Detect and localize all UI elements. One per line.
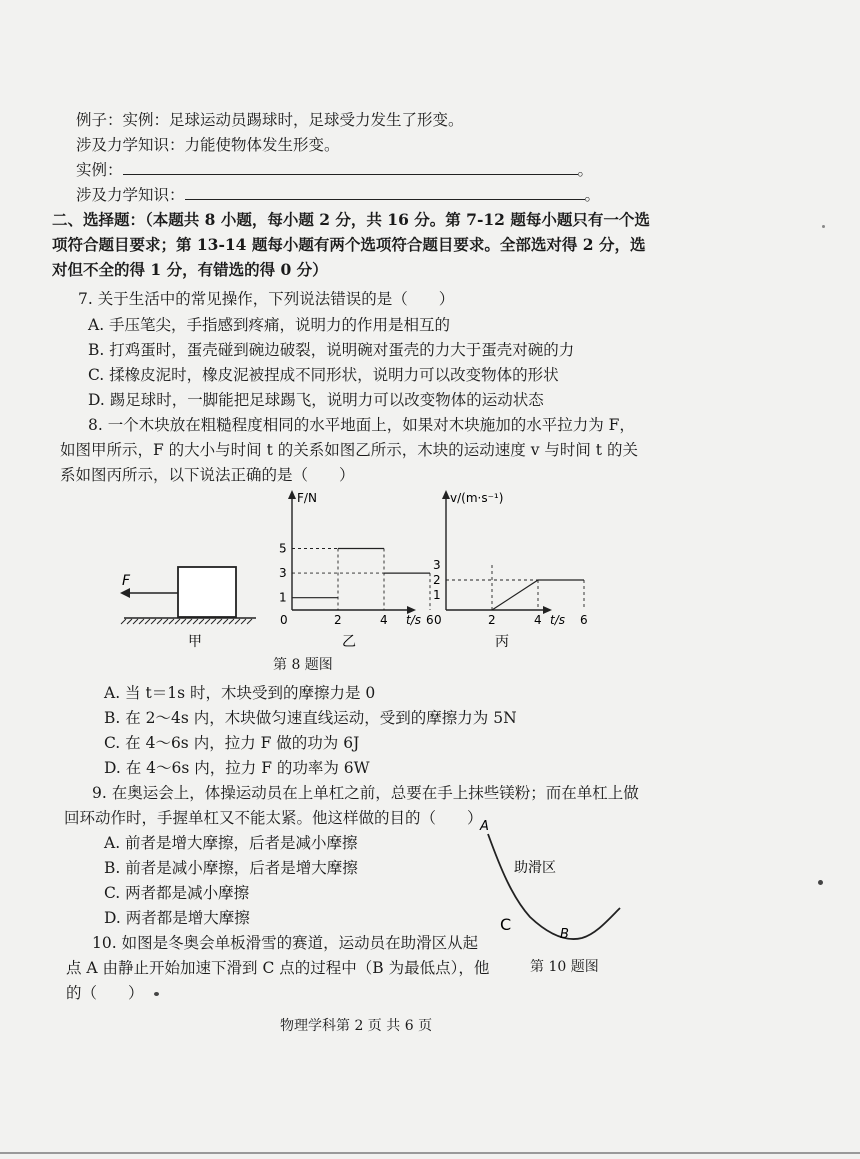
fill-in-example	[76, 160, 593, 180]
q10-stem-line-2: 点 A 由静止开始加速下滑到 C 点的过程中（B 为最低点），他	[66, 959, 490, 977]
point-a-label: A	[480, 819, 489, 834]
ground-hatch-mark	[145, 619, 150, 624]
q8-stem-line-2: 如图甲所示，F 的大小与时间 t 的关系如图乙所示，木块的运动速度 v 与时间 t 的关	[60, 441, 638, 459]
q9-option-c[interactable]: C. 两者都是减小摩擦	[104, 884, 250, 902]
bing-xtick-label: 2	[488, 613, 496, 627]
bing-ytick-label: 3	[433, 558, 441, 572]
bing-x-label: t/s	[550, 613, 565, 627]
ground-hatch-mark	[235, 619, 240, 624]
q7-stem: 7. 关于生活中的常见操作，下列说法错误的是（ ）	[78, 290, 455, 308]
ground-hatch-mark	[181, 619, 186, 624]
ground-hatch-mark	[229, 619, 234, 624]
bing-label: 丙	[495, 634, 509, 650]
yi-xtick-label: 2	[334, 613, 342, 627]
q10-stem-line-3: 的（ ）	[66, 984, 144, 1002]
bing-ytick-label: 2	[433, 573, 441, 587]
section-header-line-2: 项符合题目要求；第 13-14 题每小题有两个选项符合题目要求。全部选对得 2 分，选	[52, 235, 646, 254]
ground-hatch-mark	[223, 619, 228, 624]
scan-edge	[0, 1152, 860, 1154]
q9-option-a[interactable]: A. 前者是增大摩擦，后者是减小摩擦	[104, 834, 358, 852]
yi-y-label: F/N	[297, 491, 317, 505]
yi-ytick-label: 3	[279, 566, 287, 581]
ground-hatch-mark	[205, 619, 210, 624]
q8-figure-bing	[433, 490, 588, 650]
q8-stem-line-1: 8. 一个木块放在粗糙程度相同的水平地面上，如果对木块施加的水平拉力为 F，	[88, 416, 635, 434]
q8-figure	[110, 482, 588, 662]
wood-block	[178, 567, 236, 617]
end-mark: 。	[577, 161, 594, 179]
ground-hatch	[121, 619, 252, 624]
yi-xtick-label: 4	[380, 613, 388, 627]
yi-ytick-label: 5	[279, 541, 287, 556]
fill-label-example: 实例：	[76, 161, 123, 179]
ground-hatch-mark	[175, 619, 180, 624]
q9-stem-line-1: 9. 在奥运会上，体操运动员在上单杠之前，总要在手上抹些镁粉；而在单杠上做	[92, 784, 639, 802]
q7-option-b[interactable]: B. 打鸡蛋时，蛋壳碰到碗边破裂，说明碗对蛋壳的力大于蛋壳对碗的力	[88, 341, 575, 359]
force-arrowhead	[120, 588, 130, 598]
ground-hatch-mark	[157, 619, 162, 624]
q8-figure-yi	[279, 490, 434, 650]
bing-y-arrow	[442, 490, 450, 499]
ground-hatch-mark	[217, 619, 222, 624]
q9-option-b[interactable]: B. 前者是减小摩擦，后者是增大摩擦	[104, 859, 358, 877]
point-b-label: B	[560, 927, 569, 942]
bing-xtick-label: 6	[580, 613, 588, 627]
scan-speck	[818, 880, 823, 885]
point-c-label: C	[500, 915, 512, 934]
q8-option-c[interactable]: C. 在 4～6s 内，拉力 F 做的功为 6J	[104, 734, 360, 752]
bing-curve	[446, 565, 584, 610]
bing-y-label: v/(m·s⁻¹)	[450, 491, 504, 505]
yi-x-label: t/s	[406, 613, 421, 627]
q8-option-a[interactable]: A. 当 t＝1s 时，木块受到的摩擦力是 0	[104, 684, 376, 702]
yi-xtick-label: 0	[280, 613, 288, 627]
yi-y-arrow	[288, 490, 296, 499]
ground-hatch-mark	[211, 619, 216, 624]
q8-stem-line-3: 系如图丙所示，以下说法正确的是（ ）	[60, 466, 355, 484]
ground-hatch-mark	[193, 619, 198, 624]
ground-hatch-mark	[163, 619, 168, 624]
q9-stem-line-2: 回环动作时，手握单杠又不能太紧。他这样做的目的（ ）	[64, 809, 483, 827]
fill-in-knowledge	[76, 185, 600, 205]
bing-ytick-label: 1	[433, 588, 441, 602]
answer-blank-knowledge[interactable]	[185, 185, 585, 200]
page-footer: 物理学科第 2 页 共 6 页	[280, 1018, 433, 1034]
q9-option-d[interactable]: D. 两者都是增大摩擦	[104, 909, 250, 927]
jia-label: 甲	[188, 634, 202, 650]
ground-hatch-mark	[241, 619, 246, 624]
example-line-2: 涉及力学知识：力能使物体发生形变。	[76, 136, 340, 154]
ground-hatch-mark	[127, 619, 132, 624]
scan-speck	[154, 992, 159, 996]
q10-stem-line-1: 10. 如图是冬奥会单板滑雪的赛道，运动员在助滑区从起	[92, 934, 479, 952]
q8-figure-jia	[120, 567, 256, 650]
ground-hatch-mark	[199, 619, 204, 624]
q8-option-d[interactable]: D. 在 4～6s 内，拉力 F 的功率为 6W	[104, 759, 370, 777]
q10-figure	[470, 812, 630, 947]
end-mark: 。	[584, 186, 601, 204]
q8-option-b[interactable]: B. 在 2～4s 内，木块做匀速直线运动，受到的摩擦力为 5N	[104, 709, 517, 727]
yi-xtick-label: 6	[426, 613, 434, 627]
example-line-1: 例子：实例：足球运动员踢球时，足球受力发生了形变。	[76, 111, 464, 129]
ground-hatch-mark	[247, 619, 252, 624]
yi-ytick-label: 1	[279, 590, 287, 605]
ground-hatch-mark	[151, 619, 156, 624]
yi-curve	[292, 549, 430, 611]
ground-hatch-mark	[133, 619, 138, 624]
scan-speck	[822, 225, 825, 228]
ground-hatch-mark	[187, 619, 192, 624]
force-label: F	[122, 573, 131, 589]
answer-blank-example[interactable]	[123, 160, 578, 175]
section-header-line-3: 对但不全的得 1 分，有错选的得 0 分）	[52, 260, 328, 279]
fill-label-knowledge: 涉及力学知识：	[76, 186, 185, 204]
section-header-line-1: 二、选择题：（本题共 8 小题，每小题 2 分，共 16 分。第 7-12 题每小题只有一个选	[52, 210, 650, 229]
bing-xtick-label: 0	[434, 613, 442, 627]
q7-option-a[interactable]: A. 手压笔尖，手指感到疼痛，说明力的作用是相互的	[88, 316, 451, 334]
yi-label: 乙	[342, 634, 356, 650]
ground-hatch-mark	[139, 619, 144, 624]
q7-option-c[interactable]: C. 揉橡皮泥时，橡皮泥被捏成不同形状，说明力可以改变物体的形状	[88, 366, 559, 384]
q7-option-d[interactable]: D. 踢足球时，一脚能把足球踢飞，说明力可以改变物体的运动状态	[88, 391, 544, 409]
ground-hatch-mark	[169, 619, 174, 624]
bing-xtick-label: 4	[534, 613, 542, 627]
assist-zone-label: 助滑区	[514, 860, 556, 876]
q8-figure-caption: 第 8 题图	[273, 657, 333, 673]
q10-figure-caption: 第 10 题图	[530, 959, 599, 975]
ground-hatch-mark	[121, 619, 126, 624]
